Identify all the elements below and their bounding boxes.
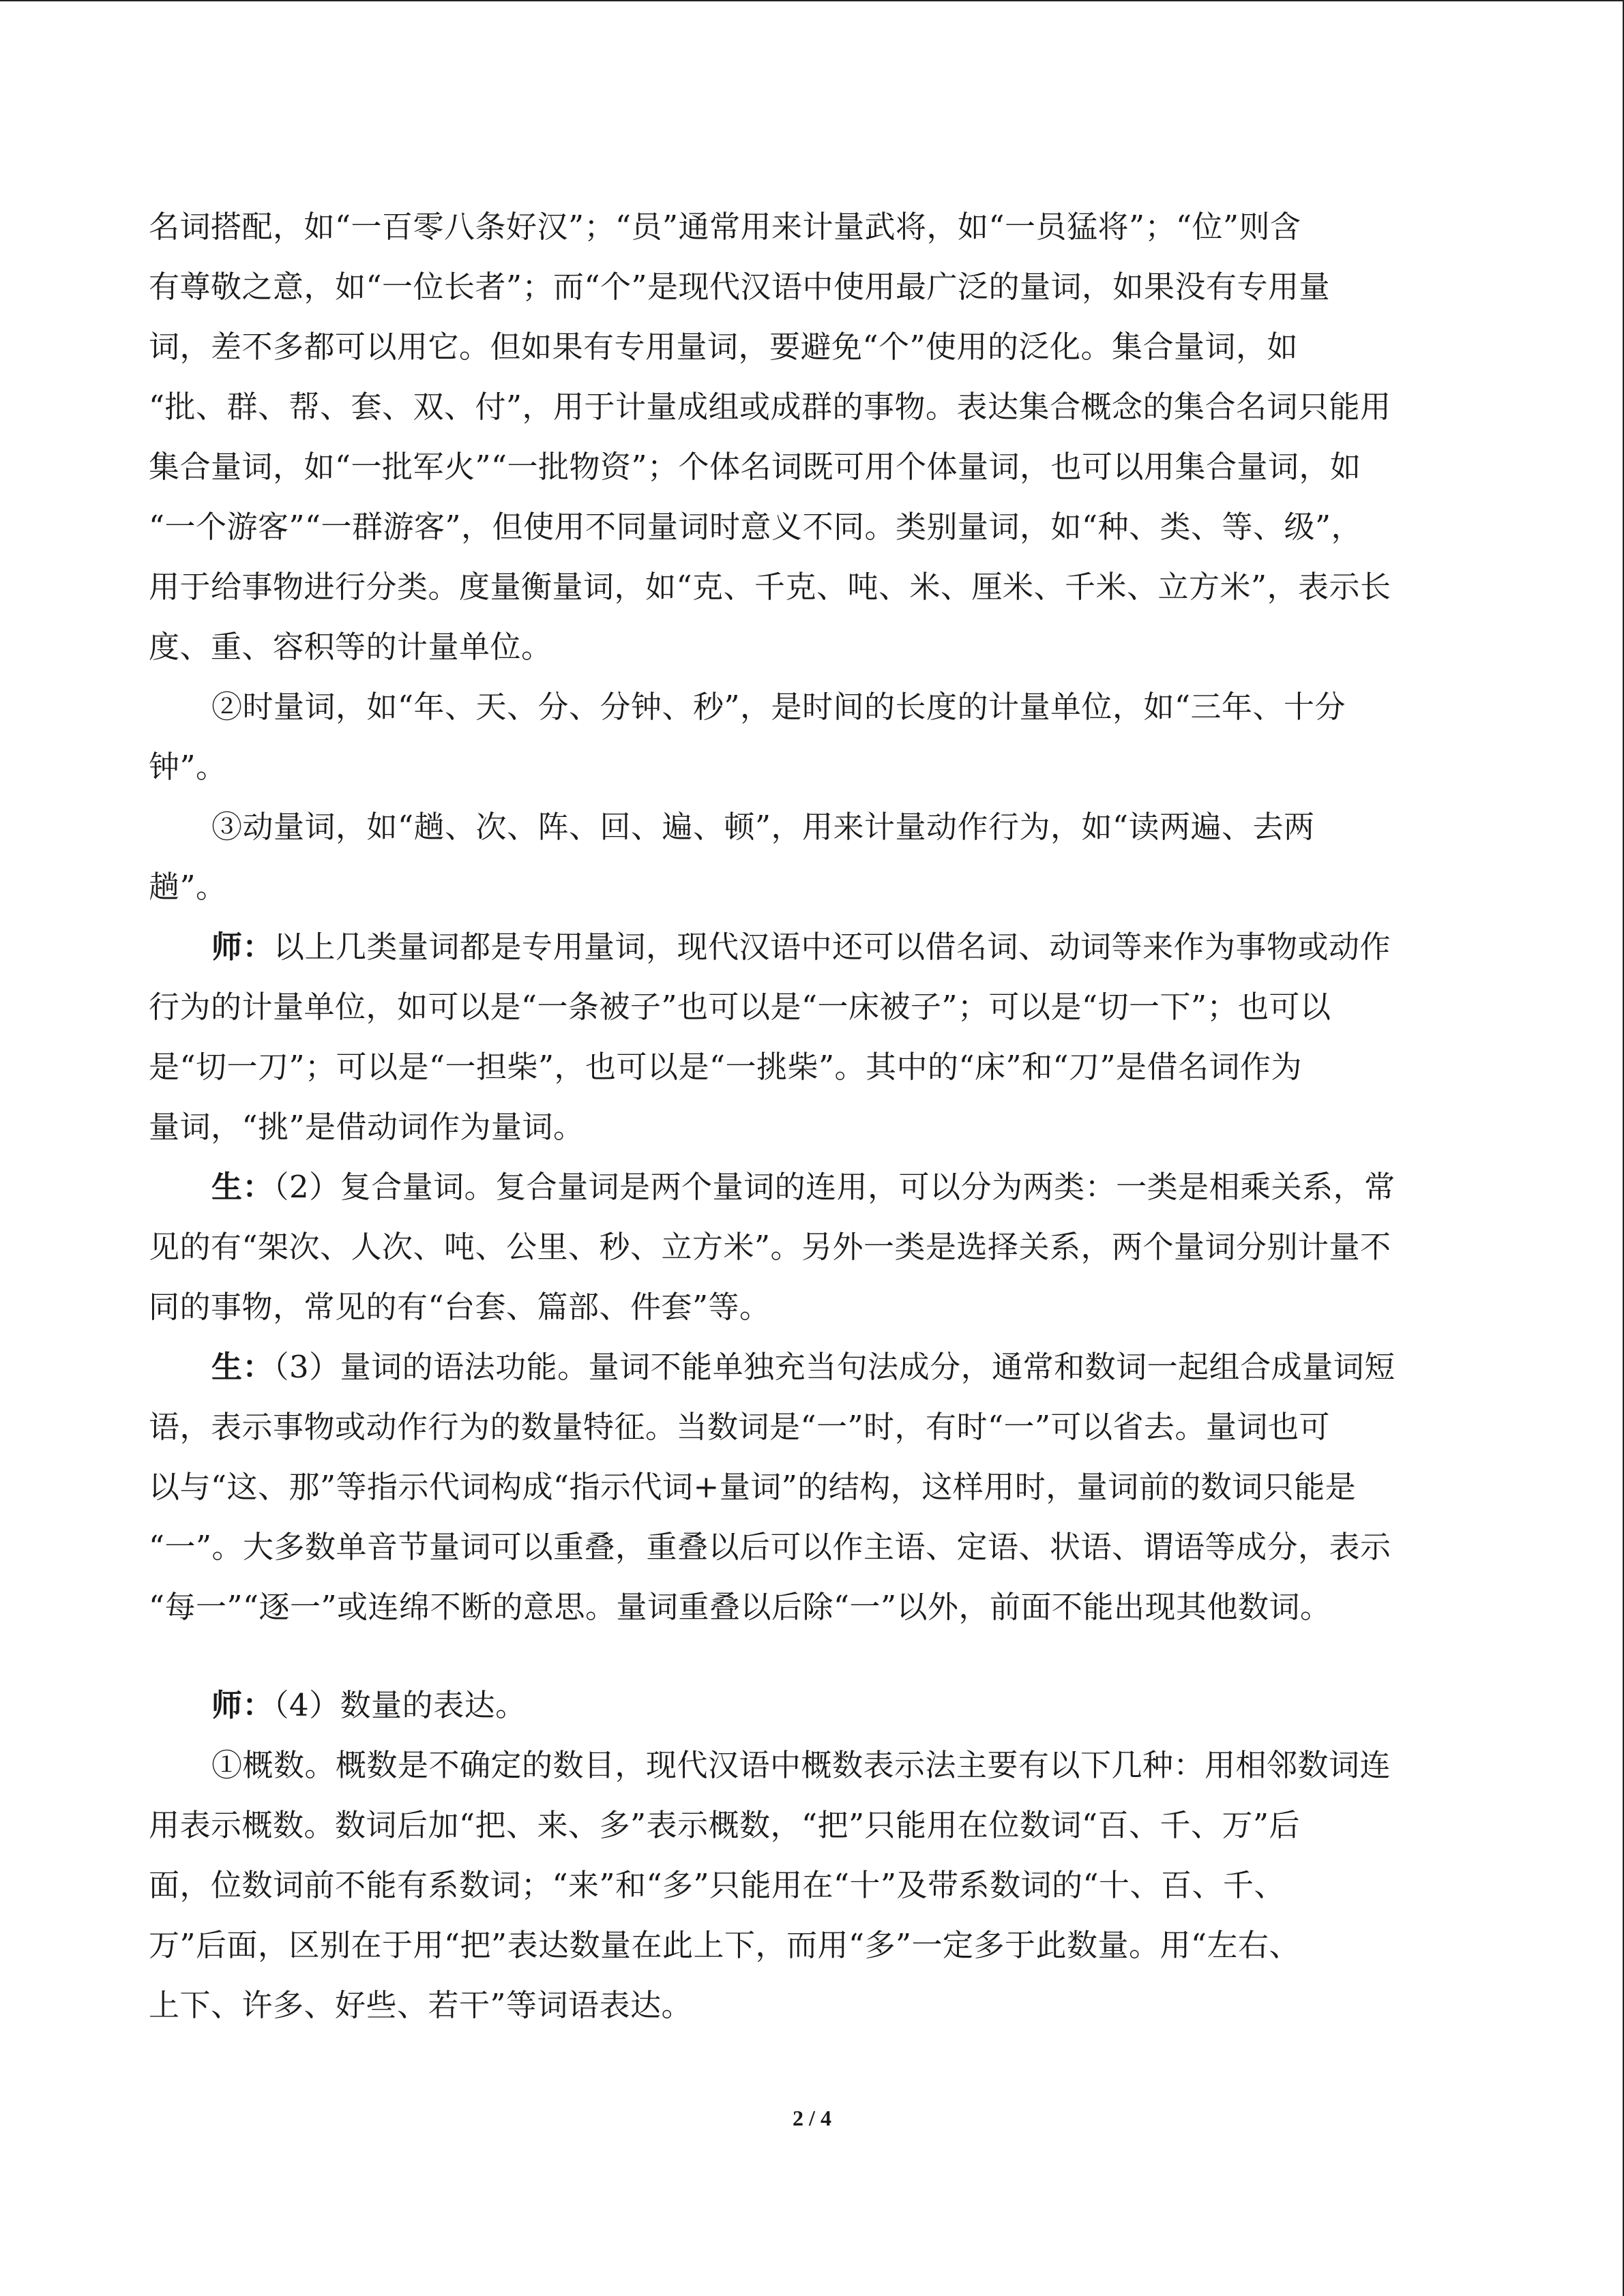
student-paragraph — [211, 1347, 1396, 1388]
text-line: 见的有“架次、人次、吨、公里、秒、立方米”。另外一类是选择关系，两个量词分别计量不 — [149, 1229, 1391, 1265]
student-paragraph — [211, 1167, 1396, 1208]
text-line: 用于给事物进行分类。度量衡量词，如“克、千克、吨、米、厘米、千米、立方米”，表示长 — [149, 569, 1391, 605]
text-run: （4）数量的表达。 — [274, 1687, 527, 1723]
text-run: 以上几类量词都是专用量词，现代汉语中还可以借名词、动词等来作为事物或动作 — [274, 929, 1391, 965]
text-line: 量词，“挑”是借动词作为量词。 — [149, 1109, 585, 1145]
text-line: 度、重、容积等的计量单位。 — [149, 629, 552, 665]
text-line: 词，差不多都可以用它。但如果有专用量词，要避免“个”使用的泛化。集合量词，如 — [149, 329, 1299, 365]
teacher-paragraph — [211, 927, 1391, 968]
page-number: 2 / 4 — [793, 2106, 831, 2130]
student-speaker-label: 生： — [211, 1169, 274, 1205]
text-line: 以与“这、那”等指示代词构成“指示代词+量词”的结构，这样用时，量词前的数词只能是 — [149, 1469, 1357, 1505]
text-line: 用表示概数。数词后加“把、来、多”表示概数，“把”只能用在位数词“百、千、万”后 — [149, 1807, 1301, 1843]
text-line: “一”。大多数单音节量词可以重叠，重叠以后可以作主语、定语、状语、谓语等成分，表示 — [149, 1529, 1391, 1565]
student-speaker-label: 生： — [211, 1349, 274, 1385]
teacher-speaker-label: 师： — [211, 929, 274, 965]
text-line: 集合量词，如“一批军火”“一批物资”；个体名词既可用个体量词，也可以用集合量词，如 — [149, 449, 1361, 485]
teacher-speaker-label: 师： — [211, 1687, 274, 1723]
paragraph-start: ③动量词，如“趟、次、阵、回、遍、顿”，用来计量动作行为，如“读两遍、去两 — [211, 809, 1315, 845]
text-line: 同的事物，常见的有“台套、篇部、件套”等。 — [149, 1289, 771, 1325]
text-line: 名词搭配，如“一百零八条好汉”；“员”通常用来计量武将，如“一员猛将”；“位”则含 — [149, 209, 1301, 245]
text-line: 钟”。 — [149, 749, 227, 785]
text-run: （2）复合量词。复合量词是两个量词的连用，可以分为两类：一类是相乘关系，常 — [274, 1169, 1396, 1205]
text-line: 趟”。 — [149, 869, 227, 905]
text-line: “批、群、帮、套、双、付”，用于计量成组或成群的事物。表达集合概念的集合名词只能用 — [149, 389, 1391, 425]
text-run: （3）量词的语法功能。量词不能单独充当句法成分，通常和数词一起组合成量词短 — [274, 1349, 1396, 1385]
text-line: “一个游客”“一群游客”，但使用不同量词时意义不同。类别量词，如“种、类、等、级”， — [149, 509, 1363, 545]
text-line: 万”后面，区别在于用“把”表达数量在此上下，而用“多”一定多于此数量。用“左右、 — [149, 1927, 1301, 1963]
paragraph-start: ①概数。概数是不确定的数目，现代汉语中概数表示法主要有以下几种：用相邻数词连 — [211, 1747, 1391, 1783]
teacher-paragraph — [211, 1685, 527, 1726]
text-line: 语，表示事物或动作行为的数量特征。当数词是“一”时，有时“一”可以省去。量词也可 — [149, 1409, 1331, 1445]
paragraph-start: ②时量词，如“年、天、分、分钟、秒”，是时间的长度的计量单位，如“三年、十分 — [211, 689, 1346, 725]
text-line: 行为的计量单位，如可以是“一条被子”也可以是“一床被子”；可以是“切一下”；也可以 — [149, 989, 1331, 1025]
text-line: 上下、许多、好些、若干”等词语表达。 — [149, 1987, 693, 2023]
text-line: “每一”“逐一”或连绵不断的意思。量词重叠以后除“一”以外，前面不能出现其他数词。 — [149, 1589, 1331, 1625]
text-line: 有尊敬之意，如“一位长者”；而“个”是现代汉语中使用最广泛的量词，如果没有专用量 — [149, 269, 1331, 305]
text-line: 面，位数词前不能有系数词；“来”和“多”只能用在“十”及带系数词的“十、百、千、 — [149, 1867, 1286, 1903]
text-line: 是“切一刀”；可以是“一担柴”，也可以是“一挑柴”。其中的“床”和“刀”是借名词作为 — [149, 1049, 1303, 1085]
